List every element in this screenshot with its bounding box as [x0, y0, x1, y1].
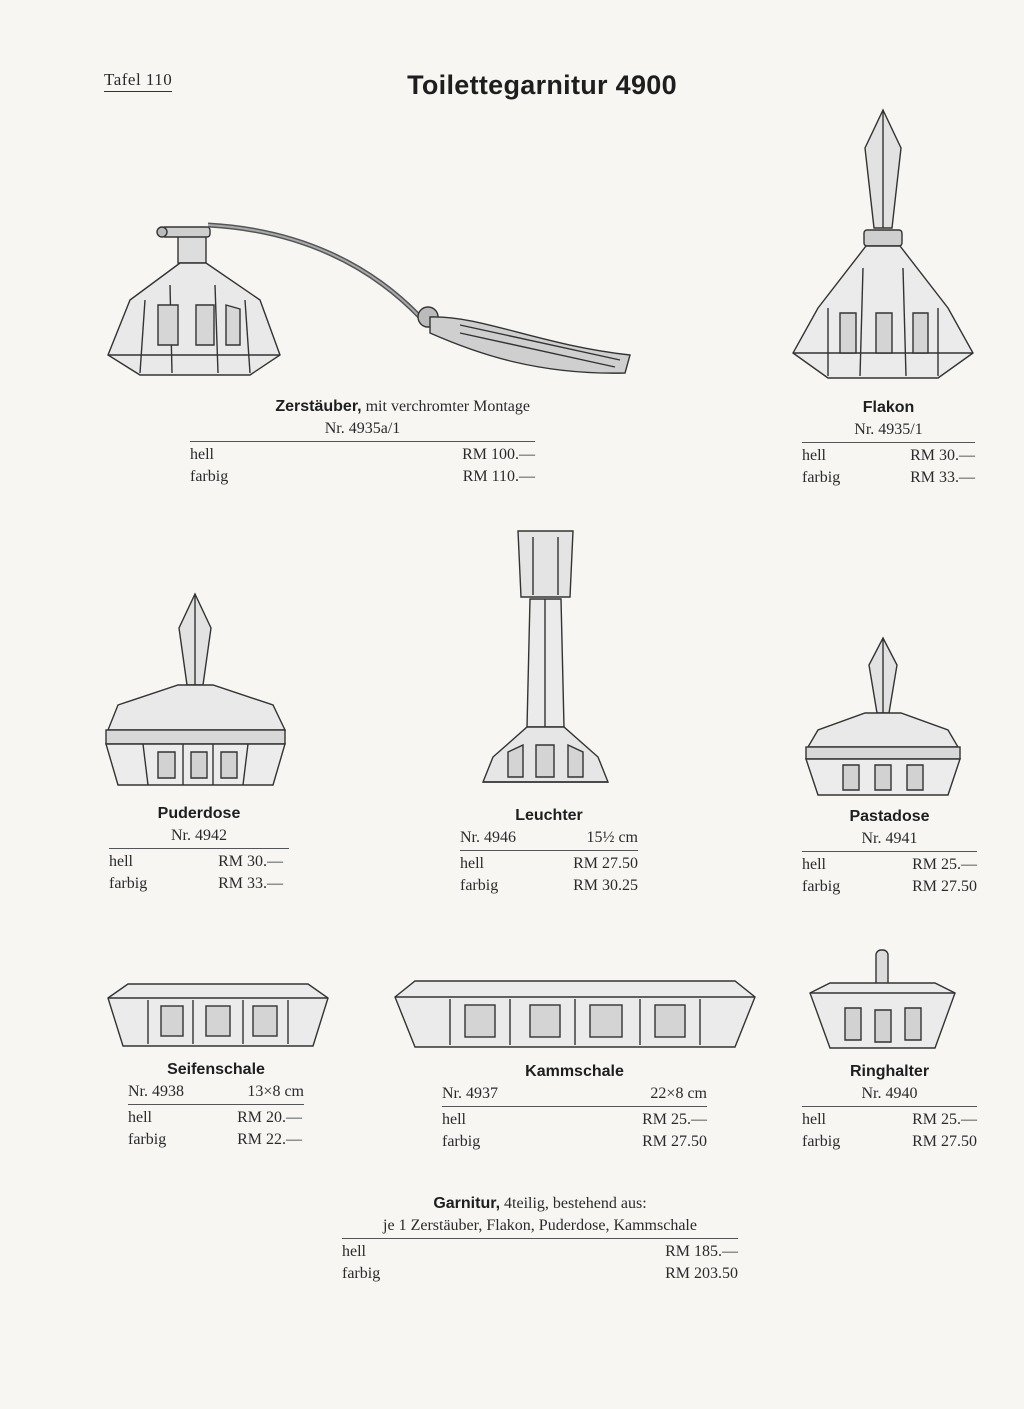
garnitur-row: [342, 1241, 738, 1263]
price-label: hell: [802, 856, 826, 873]
kammschale-name: Kammschale: [525, 1063, 624, 1080]
price-value: RM 27.50: [912, 878, 977, 895]
price-label: farbig: [190, 468, 229, 485]
atomizer-illustration: [100, 205, 635, 390]
flakon-row: [802, 445, 975, 467]
zerstaeuber-block: [190, 396, 535, 488]
puderdose-row: [109, 851, 289, 873]
price-value: RM 25.—: [912, 1111, 977, 1128]
price-value: RM 203.50: [665, 1265, 738, 1282]
price-value: RM 25.—: [642, 1111, 707, 1128]
ringhalter-nr: Nr. 4940: [861, 1085, 918, 1102]
seifenschale-illustration: [103, 978, 333, 1050]
seifenschale-nr: Nr. 4938: [128, 1083, 184, 1100]
plate-number: Tafel 110: [104, 70, 172, 92]
price-label: hell: [128, 1109, 152, 1126]
price-label: farbig: [442, 1133, 481, 1150]
zerstaeuber-nr: Nr. 4935a/1: [324, 420, 401, 437]
pastadose-name: Pastadose: [849, 808, 930, 825]
leuchter-block: [460, 805, 638, 897]
price-value: RM 27.50: [912, 1133, 977, 1150]
price-value: RM 33.—: [218, 875, 283, 892]
seifenschale-rule: [128, 1104, 304, 1105]
price-value: RM 27.50: [642, 1133, 707, 1150]
price-label: farbig: [802, 878, 841, 895]
price-value: RM 185.—: [665, 1243, 738, 1260]
price-label: farbig: [109, 875, 148, 892]
price-label: hell: [109, 853, 133, 870]
price-label: hell: [190, 446, 214, 463]
seifenschale-row: [128, 1107, 304, 1129]
garnitur-block: [342, 1193, 738, 1285]
zerstaeuber-rule: [190, 441, 535, 442]
price-label: farbig: [128, 1131, 167, 1148]
price-value: RM 30.—: [910, 447, 975, 464]
ringhalter-row: [802, 1109, 977, 1131]
price-value: RM 25.—: [912, 856, 977, 873]
puderdose-nr: Nr. 4942: [171, 827, 227, 844]
price-label: farbig: [342, 1265, 381, 1282]
garnitur-desc: 4teilig, bestehend aus:: [504, 1195, 647, 1212]
pastadose-nr: Nr. 4941: [861, 830, 918, 847]
garnitur-rule: [342, 1238, 738, 1239]
pastadose-row: [802, 854, 977, 876]
garnitur-contents: je 1 Zerstäuber, Flakon, Puderdose, Kammschale: [383, 1217, 697, 1234]
flakon-nr: Nr. 4935/1: [854, 421, 923, 438]
price-value: RM 30.25: [573, 877, 638, 894]
kammschale-row: [442, 1131, 707, 1153]
price-label: hell: [460, 855, 484, 872]
pastadose-block: [802, 806, 977, 898]
price-label: hell: [342, 1243, 366, 1260]
leuchter-nr-row: [460, 827, 638, 849]
price-label: hell: [802, 447, 826, 464]
ringhalter-illustration: [805, 948, 960, 1058]
leuchter-nr: Nr. 4946: [460, 829, 516, 846]
pastadose-illustration: [803, 635, 963, 803]
kammschale-illustration: [390, 975, 760, 1053]
zerstaeuber-desc: mit verchromter Montage: [365, 398, 530, 415]
price-label: farbig: [460, 877, 499, 894]
flakon-name: Flakon: [862, 399, 915, 416]
price-value: RM 100.—: [462, 446, 535, 463]
price-value: RM 27.50: [573, 855, 638, 872]
flakon-rule: [802, 442, 975, 443]
price-label: hell: [442, 1111, 466, 1128]
zerstaeuber-row: [190, 466, 535, 488]
price-value: RM 110.—: [462, 468, 535, 485]
seifenschale-name: Seifenschale: [167, 1061, 265, 1078]
garnitur-row: [342, 1263, 738, 1285]
leuchter-rule: [460, 850, 638, 851]
seifenschale-block: [128, 1059, 304, 1151]
flakon-block: [802, 397, 975, 489]
zerstaeuber-name: Zerstäuber,: [275, 398, 362, 415]
kammschale-block: [442, 1061, 707, 1153]
kammschale-row: [442, 1109, 707, 1131]
price-value: RM 33.—: [910, 469, 975, 486]
ringhalter-block: [802, 1061, 977, 1153]
price-label: farbig: [802, 1133, 841, 1150]
kammschale-nr: Nr. 4937: [442, 1085, 498, 1102]
puderdose-name: Puderdose: [157, 805, 241, 822]
flakon-illustration: [788, 108, 978, 386]
garnitur-name: Garnitur,: [433, 1195, 501, 1212]
kammschale-nr-row: [442, 1083, 707, 1105]
kammschale-size: 22×8 cm: [650, 1085, 707, 1102]
puderdose-row: [109, 873, 289, 895]
seifenschale-nr-row: [128, 1081, 304, 1103]
pastadose-row: [802, 876, 977, 898]
leuchter-illustration: [478, 527, 613, 792]
price-label: hell: [802, 1111, 826, 1128]
flakon-row: [802, 467, 975, 489]
puderdose-rule: [109, 848, 289, 849]
puderdose-block: [109, 803, 289, 895]
seifenschale-row: [128, 1129, 304, 1151]
pastadose-rule: [802, 851, 977, 852]
price-label: farbig: [802, 469, 841, 486]
leuchter-row: [460, 875, 638, 897]
price-value: RM 30.—: [218, 853, 283, 870]
ringhalter-rule: [802, 1106, 977, 1107]
ringhalter-name: Ringhalter: [849, 1063, 930, 1080]
leuchter-size: 15½ cm: [586, 829, 638, 846]
garnitur-heading: [342, 1193, 738, 1215]
zerstaeuber-row: [190, 444, 535, 466]
leuchter-row: [460, 853, 638, 875]
seifenschale-size: 13×8 cm: [247, 1083, 304, 1100]
ringhalter-row: [802, 1131, 977, 1153]
price-value: RM 20.—: [237, 1109, 302, 1126]
leuchter-name: Leuchter: [515, 807, 583, 824]
puderdose-illustration: [103, 590, 288, 800]
page-title: Toilettegarnitur 4900: [407, 70, 677, 100]
kammschale-rule: [442, 1106, 707, 1107]
price-value: RM 22.—: [237, 1131, 302, 1148]
